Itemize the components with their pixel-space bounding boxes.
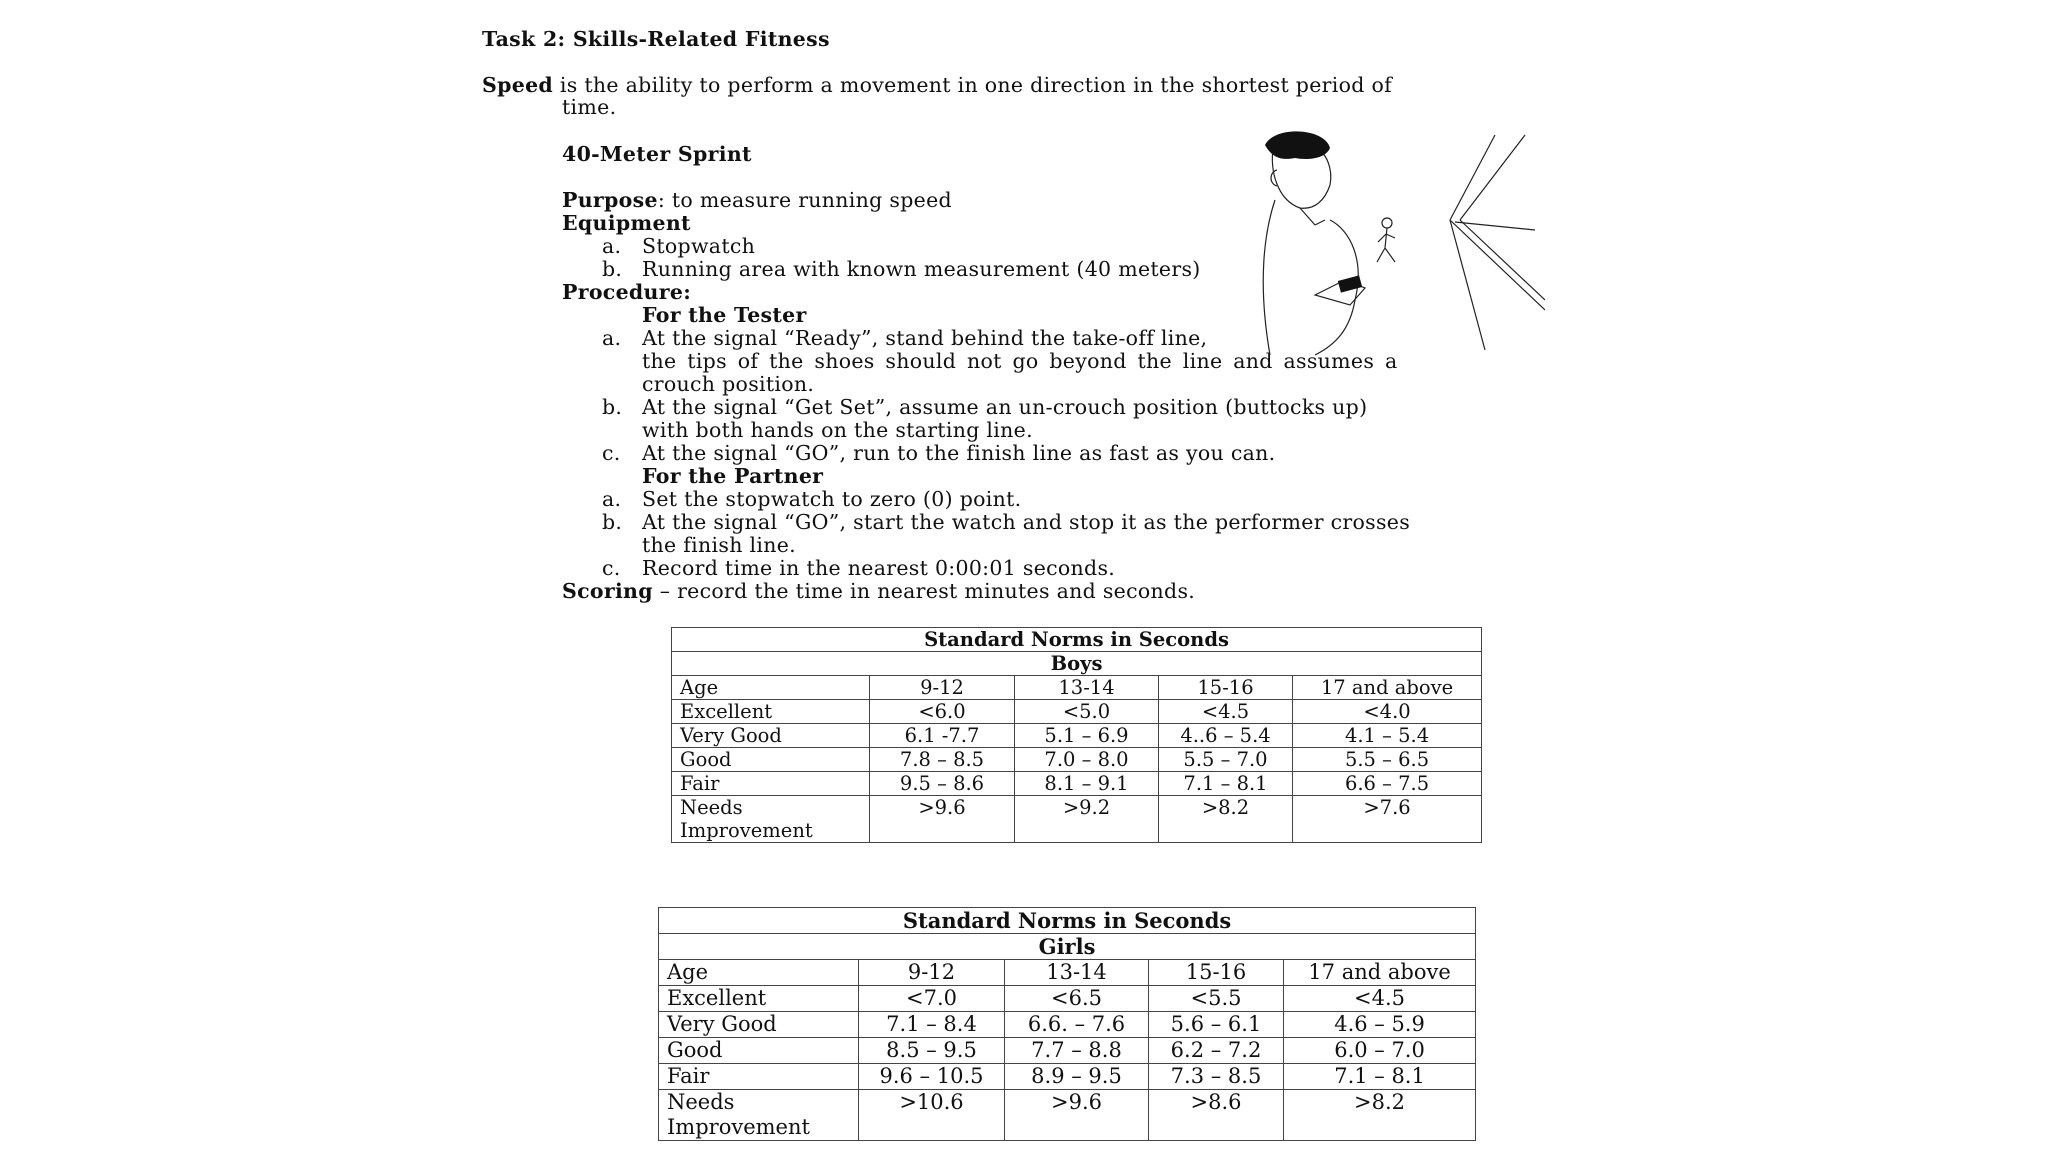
procedure-label: Procedure: — [562, 280, 692, 304]
header-cell: 13-14 — [1015, 676, 1159, 700]
table-cell: >9.6 — [1005, 1090, 1149, 1141]
list-marker: a. — [602, 487, 622, 511]
table-cell: >8.2 — [1284, 1090, 1476, 1141]
table-cell: >9.6 — [870, 796, 1015, 843]
table-cell: 7.1 – 8.4 — [859, 1012, 1005, 1038]
table-cell: 5.5 – 7.0 — [1159, 748, 1293, 772]
table-cell: 9.5 – 8.6 — [870, 772, 1015, 796]
row-label: Fair — [672, 772, 870, 796]
equipment-item-text: Stopwatch — [642, 234, 756, 258]
list-marker: b. — [602, 257, 623, 281]
table-cell: 5.6 – 6.1 — [1149, 1012, 1284, 1038]
table-cell: >9.2 — [1015, 796, 1159, 843]
purpose-line — [562, 189, 952, 212]
table-cell: 6.6. – 7.6 — [1005, 1012, 1149, 1038]
table-header-row — [659, 960, 1476, 986]
test-title: 40-Meter Sprint — [562, 142, 752, 166]
table-row — [672, 772, 1482, 796]
table-cell: <5.0 — [1015, 700, 1159, 724]
table-cell: <6.0 — [870, 700, 1015, 724]
header-cell: 15-16 — [1149, 960, 1284, 986]
table-cell: 6.2 – 7.2 — [1149, 1038, 1284, 1064]
row-label: Excellent — [672, 700, 870, 724]
table-row — [672, 748, 1482, 772]
header-cell: 9-12 — [859, 960, 1005, 986]
tester-step-c: At the signal “GO”, run to the finish line as fast as you can. — [642, 441, 1276, 465]
hair — [1265, 131, 1330, 159]
boys-norms-table — [671, 627, 1482, 843]
row-label: Excellent — [659, 986, 859, 1012]
equipment-item — [602, 258, 622, 281]
table-cell: 9.6 – 10.5 — [859, 1064, 1005, 1090]
table-cell: 7.3 – 8.5 — [1149, 1064, 1284, 1090]
tester-step-a-line3: crouch position. — [642, 372, 815, 396]
table-cell: 6.1 -7.7 — [870, 724, 1015, 748]
table-group: Girls — [659, 934, 1476, 960]
row-label: Very Good — [672, 724, 870, 748]
table-cell: 7.1 – 8.1 — [1159, 772, 1293, 796]
table-group: Boys — [672, 652, 1482, 676]
table-cell: 5.5 – 6.5 — [1293, 748, 1482, 772]
list-marker: a. — [602, 326, 622, 350]
table-cell: <4.5 — [1284, 986, 1476, 1012]
table-cell: >8.2 — [1159, 796, 1293, 843]
list-marker: c. — [602, 556, 621, 580]
partner-step-b-line2: the finish line. — [642, 533, 796, 557]
table-cell: 7.8 – 8.5 — [870, 748, 1015, 772]
row-label: Very Good — [659, 1012, 859, 1038]
table-row — [672, 700, 1482, 724]
header-cell: Age — [672, 676, 870, 700]
partner-title: For the Partner — [642, 464, 824, 488]
speed-definition-text: is the ability to perform a movement in one direction in the shortest period of — [553, 73, 1393, 97]
tester-step-b-line2: with both hands on the starting line. — [642, 418, 1033, 442]
equipment-item — [602, 235, 621, 258]
header-cell: Age — [659, 960, 859, 986]
tester-title: For the Tester — [642, 303, 807, 327]
purpose-text: : to measure running speed — [657, 188, 952, 212]
table-header-row — [672, 676, 1482, 700]
table-cell: 4.1 – 5.4 — [1293, 724, 1482, 748]
equipment-label: Equipment — [562, 211, 691, 235]
tester-step-a-line2: the tips of the shoes should not go beyond the line and assumes a — [642, 349, 1398, 373]
table-cell: <6.5 — [1005, 986, 1149, 1012]
table-cell: <4.0 — [1293, 700, 1482, 724]
table-cell: 6.0 – 7.0 — [1284, 1038, 1476, 1064]
header-cell: 17 and above — [1284, 960, 1476, 986]
table-cell: 4..6 – 5.4 — [1159, 724, 1293, 748]
table-row — [672, 796, 1482, 843]
header-cell: 9-12 — [870, 676, 1015, 700]
list-marker: b. — [602, 510, 623, 534]
table-title: Standard Norms in Seconds — [672, 628, 1482, 652]
girls-norms-table — [658, 907, 1476, 1141]
scoring-line — [562, 580, 1195, 603]
stopwatch-icon — [1338, 275, 1362, 292]
scoring-label: Scoring — [562, 579, 653, 603]
list-marker: c. — [602, 441, 621, 465]
table-row — [659, 1012, 1476, 1038]
scoring-text: – record the time in nearest minutes and seconds. — [652, 579, 1196, 603]
table-cell: >10.6 — [859, 1090, 1005, 1141]
equipment-item-text: Running area with known measurement (40 meters) — [642, 257, 1201, 281]
table-cell: 6.6 – 7.5 — [1293, 772, 1482, 796]
table-row — [672, 724, 1482, 748]
table-cell: 8.1 – 9.1 — [1015, 772, 1159, 796]
table-cell: 7.7 – 8.8 — [1005, 1038, 1149, 1064]
row-label: Fair — [659, 1064, 859, 1090]
header-cell: 15-16 — [1159, 676, 1293, 700]
header-cell: 17 and above — [1293, 676, 1482, 700]
table-cell: <4.5 — [1159, 700, 1293, 724]
speed-definition — [482, 74, 1392, 97]
table-cell: 7.1 – 8.1 — [1284, 1064, 1476, 1090]
speed-term: Speed — [482, 73, 554, 97]
table-cell: 4.6 – 5.9 — [1284, 1012, 1476, 1038]
table-cell: 5.1 – 6.9 — [1015, 724, 1159, 748]
table-cell: <7.0 — [859, 986, 1005, 1012]
table-title: Standard Norms in Seconds — [659, 908, 1476, 934]
table-row — [659, 1064, 1476, 1090]
table-cell: 8.9 – 9.5 — [1005, 1064, 1149, 1090]
table-cell: <5.5 — [1149, 986, 1284, 1012]
row-label: Needs Improvement — [672, 796, 870, 843]
speed-definition-cont: time. — [562, 95, 617, 119]
tester-step-b: At the signal “Get Set”, assume an un-crouch position (buttocks up) — [642, 395, 1368, 419]
list-marker: b. — [602, 395, 623, 419]
row-label: Good — [672, 748, 870, 772]
table-cell: >8.6 — [1149, 1090, 1284, 1141]
row-label: Needs Improvement — [659, 1090, 859, 1141]
list-marker: a. — [602, 234, 622, 258]
table-row — [659, 1090, 1476, 1141]
partner-step-c: Record time in the nearest 0:00:01 seconds. — [642, 556, 1116, 580]
purpose-label: Purpose — [562, 188, 658, 212]
tester-step-a: At the signal “Ready”, stand behind the take-off line, — [642, 326, 1208, 350]
page-heading: Task 2: Skills-Related Fitness — [482, 27, 830, 51]
partner-step-b: At the signal “GO”, start the watch and stop it as the performer crosses — [642, 510, 1411, 534]
table-cell: >7.6 — [1293, 796, 1482, 843]
row-label: Good — [659, 1038, 859, 1064]
table-row — [659, 1038, 1476, 1064]
sprint-illustration — [1255, 130, 1545, 360]
table-cell: 8.5 – 9.5 — [859, 1038, 1005, 1064]
partner-step-a: Set the stopwatch to zero (0) point. — [642, 487, 1022, 511]
header-cell: 13-14 — [1005, 960, 1149, 986]
table-cell: 7.0 – 8.0 — [1015, 748, 1159, 772]
table-row — [659, 986, 1476, 1012]
